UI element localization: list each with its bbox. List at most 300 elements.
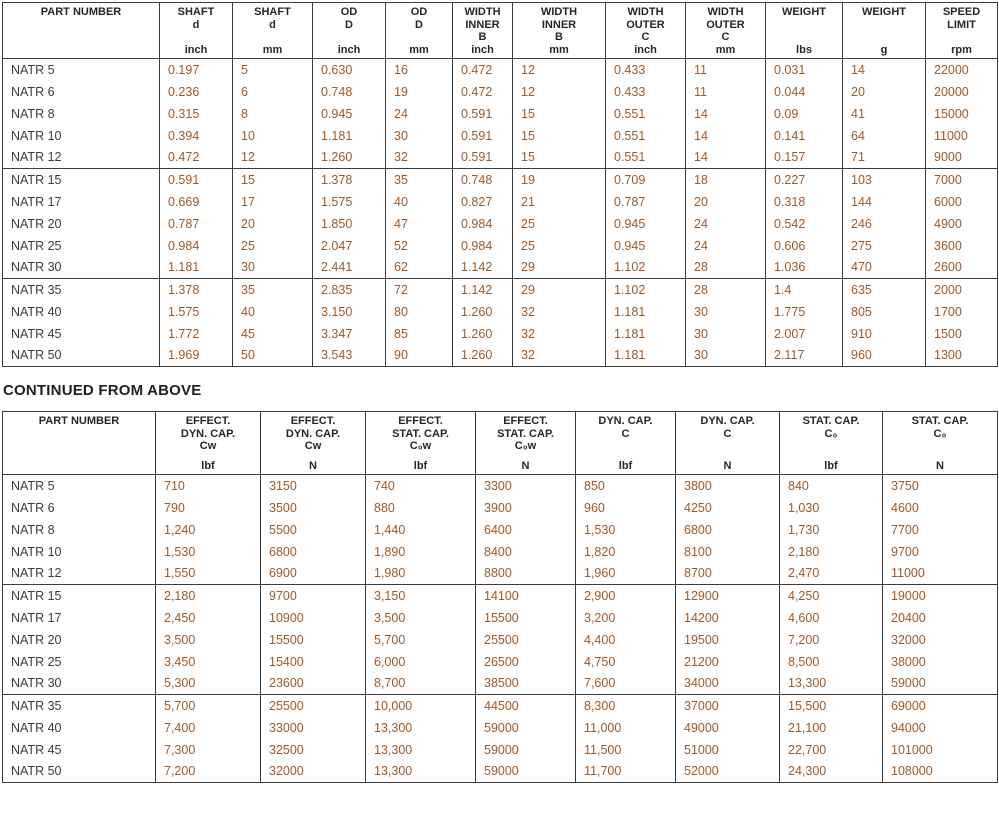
row-group	[3, 169, 998, 279]
value-cell: 1.036	[766, 257, 843, 279]
table-row	[3, 475, 998, 497]
value-cell: 24	[686, 213, 766, 235]
value-cell: 246	[843, 213, 926, 235]
value-cell: 0.945	[606, 235, 686, 257]
value-cell: 3,150	[366, 585, 476, 607]
value-cell: 3500	[261, 497, 366, 519]
column-header	[843, 3, 926, 59]
value-cell: 14100	[476, 585, 576, 607]
value-cell: 15	[513, 103, 606, 125]
value-cell: 1.969	[160, 345, 233, 367]
column-title: STAT. CAP. C₀	[802, 415, 860, 440]
value-cell: 11000	[926, 125, 998, 147]
column-header	[883, 412, 998, 475]
header-row	[3, 3, 998, 59]
value-cell: 6800	[261, 541, 366, 563]
column-unit: inch	[471, 44, 494, 56]
row-group	[3, 695, 998, 783]
value-cell: 470	[843, 257, 926, 279]
column-header	[766, 3, 843, 59]
column-header	[576, 412, 676, 475]
column-header	[926, 3, 998, 59]
value-cell: 24,300	[780, 761, 883, 783]
value-cell: 19500	[676, 629, 780, 651]
value-cell: 3300	[476, 475, 576, 497]
value-cell: 1.181	[606, 345, 686, 367]
part-number-cell: NATR 8	[3, 519, 156, 541]
value-cell: 2.007	[766, 323, 843, 345]
part-number-cell: NATR 40	[3, 717, 156, 739]
value-cell: 14200	[676, 607, 780, 629]
value-cell: 20	[843, 81, 926, 103]
value-cell: 34000	[676, 673, 780, 695]
value-cell: 16	[386, 59, 453, 81]
value-cell: 6800	[676, 519, 780, 541]
value-cell: 1.181	[160, 257, 233, 279]
continued-heading: CONTINUED FROM ABOVE	[3, 382, 202, 399]
value-cell: 2,180	[156, 585, 261, 607]
value-cell: 4250	[676, 497, 780, 519]
value-cell: 10,000	[366, 695, 476, 717]
value-cell: 9000	[926, 147, 998, 169]
column-unit: lbs	[796, 44, 812, 56]
value-cell: 28	[686, 257, 766, 279]
header-row	[3, 412, 998, 475]
column-unit: inch	[634, 44, 657, 56]
value-cell: 0.984	[453, 213, 513, 235]
part-number-cell: NATR 30	[3, 673, 156, 695]
column-header	[676, 412, 780, 475]
column-title: WIDTH INNER B	[540, 6, 578, 43]
value-cell: 24	[686, 235, 766, 257]
value-cell: 15500	[476, 607, 576, 629]
column-unit: N	[723, 460, 732, 472]
table-row	[3, 345, 998, 367]
value-cell: 1300	[926, 345, 998, 367]
part-number-cell: NATR 6	[3, 497, 156, 519]
value-cell: 12	[513, 81, 606, 103]
value-cell: 0.542	[766, 213, 843, 235]
value-cell: 0.630	[313, 59, 386, 81]
value-cell: 101000	[883, 739, 998, 761]
value-cell: 0.472	[160, 147, 233, 169]
value-cell: 29	[513, 257, 606, 279]
dimensions-table-container	[2, 2, 997, 367]
column-unit: N	[936, 460, 944, 472]
table-row	[3, 257, 998, 279]
column-header	[313, 3, 386, 59]
column-unit: mm	[409, 44, 429, 56]
value-cell: 1,530	[156, 541, 261, 563]
part-number-cell: NATR 5	[3, 475, 156, 497]
column-unit	[5, 460, 153, 472]
value-cell: 40	[386, 191, 453, 213]
value-cell: 1,960	[576, 563, 676, 585]
value-cell: 30	[686, 345, 766, 367]
table-row	[3, 585, 998, 607]
column-header	[160, 3, 233, 59]
column-title: DYN. CAP. C	[598, 415, 653, 440]
value-cell: 3,450	[156, 651, 261, 673]
value-cell: 8800	[476, 563, 576, 585]
value-cell: 13,300	[780, 673, 883, 695]
value-cell: 1.378	[160, 279, 233, 301]
value-cell: 51000	[676, 739, 780, 761]
table-row	[3, 563, 998, 585]
value-cell: 25500	[476, 629, 576, 651]
part-number-cell: NATR 17	[3, 191, 160, 213]
part-number-cell: NATR 12	[3, 563, 156, 585]
value-cell: 1500	[926, 323, 998, 345]
column-header	[780, 412, 883, 475]
part-number-cell: NATR 40	[3, 301, 160, 323]
column-header	[386, 3, 453, 59]
value-cell: 14	[686, 125, 766, 147]
value-cell: 14	[686, 147, 766, 169]
value-cell: 52000	[676, 761, 780, 783]
value-cell: 25500	[261, 695, 366, 717]
value-cell: 22000	[926, 59, 998, 81]
value-cell: 10	[233, 125, 313, 147]
value-cell: 15400	[261, 651, 366, 673]
value-cell: 90	[386, 345, 453, 367]
value-cell: 26500	[476, 651, 576, 673]
value-cell: 0.157	[766, 147, 843, 169]
value-cell: 6000	[926, 191, 998, 213]
column-header	[156, 412, 261, 475]
value-cell: 9700	[883, 541, 998, 563]
value-cell: 14	[843, 59, 926, 81]
table-row	[3, 673, 998, 695]
column-title: SHAFT d	[177, 6, 215, 31]
value-cell: 7,200	[780, 629, 883, 651]
table-row	[3, 651, 998, 673]
value-cell: 20	[686, 191, 766, 213]
value-cell: 21,100	[780, 717, 883, 739]
value-cell: 0.551	[606, 125, 686, 147]
value-cell: 25	[233, 235, 313, 257]
value-cell: 32500	[261, 739, 366, 761]
value-cell: 0.551	[606, 147, 686, 169]
value-cell: 7,300	[156, 739, 261, 761]
part-number-cell: NATR 12	[3, 147, 160, 169]
value-cell: 1.575	[313, 191, 386, 213]
value-cell: 8,700	[366, 673, 476, 695]
value-cell: 8	[233, 103, 313, 125]
value-cell: 1.378	[313, 169, 386, 191]
value-cell: 790	[156, 497, 261, 519]
value-cell: 12	[513, 59, 606, 81]
column-header	[513, 3, 606, 59]
value-cell: 32000	[261, 761, 366, 783]
value-cell: 2.835	[313, 279, 386, 301]
part-number-cell: NATR 10	[3, 125, 160, 147]
column-title: OD D	[340, 6, 358, 31]
value-cell: 2,450	[156, 607, 261, 629]
value-cell: 1,240	[156, 519, 261, 541]
column-unit: inch	[184, 44, 208, 56]
column-unit: g	[880, 44, 888, 56]
value-cell: 22,700	[780, 739, 883, 761]
value-cell: 1,550	[156, 563, 261, 585]
part-number-cell: NATR 15	[3, 585, 156, 607]
table-row	[3, 147, 998, 169]
value-cell: 44500	[476, 695, 576, 717]
value-cell: 3150	[261, 475, 366, 497]
value-cell: 59000	[476, 739, 576, 761]
table-row	[3, 103, 998, 125]
column-unit: lbf	[618, 460, 633, 472]
table-row	[3, 519, 998, 541]
column-unit: lbf	[824, 460, 838, 472]
value-cell: 7000	[926, 169, 998, 191]
column-title: OD D	[410, 6, 428, 31]
column-unit: rpm	[951, 44, 972, 56]
value-cell: 0.748	[313, 81, 386, 103]
value-cell: 1.102	[606, 257, 686, 279]
value-cell: 12900	[676, 585, 780, 607]
value-cell: 40	[233, 301, 313, 323]
value-cell: 19	[386, 81, 453, 103]
value-cell: 32	[386, 147, 453, 169]
value-cell: 0.591	[453, 103, 513, 125]
column-title: SPEED LIMIT	[942, 6, 981, 31]
part-number-cell: NATR 45	[3, 739, 156, 761]
value-cell: 2.117	[766, 345, 843, 367]
value-cell: 3,500	[156, 629, 261, 651]
column-title: WIDTH OUTER C	[626, 6, 665, 43]
column-unit: inch	[337, 44, 361, 56]
column-unit: lbf	[413, 460, 428, 472]
value-cell: 15	[233, 169, 313, 191]
part-number-cell: NATR 25	[3, 235, 160, 257]
value-cell: 30	[686, 323, 766, 345]
table-row	[3, 235, 998, 257]
table-row	[3, 607, 998, 629]
value-cell: 59000	[883, 673, 998, 695]
value-cell: 20400	[883, 607, 998, 629]
value-cell: 64	[843, 125, 926, 147]
value-cell: 1.142	[453, 279, 513, 301]
value-cell: 30	[386, 125, 453, 147]
value-cell: 30	[233, 257, 313, 279]
value-cell: 35	[233, 279, 313, 301]
value-cell: 3750	[883, 475, 998, 497]
value-cell: 32	[513, 323, 606, 345]
column-title: WIDTH INNER B	[464, 6, 501, 43]
value-cell: 32	[513, 301, 606, 323]
part-number-cell: NATR 25	[3, 651, 156, 673]
part-number-cell: NATR 6	[3, 81, 160, 103]
value-cell: 0.472	[453, 81, 513, 103]
value-cell: 2,180	[780, 541, 883, 563]
value-cell: 15,500	[780, 695, 883, 717]
value-cell: 4900	[926, 213, 998, 235]
table-row	[3, 301, 998, 323]
value-cell: 38500	[476, 673, 576, 695]
capacity-table-container	[2, 411, 997, 783]
value-cell: 62	[386, 257, 453, 279]
value-cell: 72	[386, 279, 453, 301]
value-cell: 29	[513, 279, 606, 301]
value-cell: 47	[386, 213, 453, 235]
value-cell: 0.827	[453, 191, 513, 213]
value-cell: 0.227	[766, 169, 843, 191]
value-cell: 3.347	[313, 323, 386, 345]
value-cell: 103	[843, 169, 926, 191]
value-cell: 0.472	[453, 59, 513, 81]
column-unit: N	[309, 460, 317, 472]
value-cell: 1,530	[576, 519, 676, 541]
value-cell: 19000	[883, 585, 998, 607]
value-cell: 0.315	[160, 103, 233, 125]
part-number-cell: NATR 8	[3, 103, 160, 125]
value-cell: 1.181	[313, 125, 386, 147]
part-number-cell: NATR 10	[3, 541, 156, 563]
value-cell: 2000	[926, 279, 998, 301]
capacity-table	[2, 411, 998, 783]
row-group	[3, 59, 998, 169]
value-cell: 3.543	[313, 345, 386, 367]
value-cell: 9700	[261, 585, 366, 607]
table-row	[3, 81, 998, 103]
value-cell: 2.047	[313, 235, 386, 257]
column-title: WEIGHT	[862, 6, 906, 18]
column-header	[606, 3, 686, 59]
column-title: WEIGHT	[782, 6, 826, 18]
value-cell: 0.433	[606, 59, 686, 81]
value-cell: 0.044	[766, 81, 843, 103]
column-unit	[5, 44, 157, 56]
value-cell: 4,600	[780, 607, 883, 629]
value-cell: 80	[386, 301, 453, 323]
value-cell: 11,500	[576, 739, 676, 761]
value-cell: 960	[576, 497, 676, 519]
value-cell: 33000	[261, 717, 366, 739]
value-cell: 3,500	[366, 607, 476, 629]
value-cell: 1,820	[576, 541, 676, 563]
value-cell: 8400	[476, 541, 576, 563]
row-group	[3, 585, 998, 695]
value-cell: 0.433	[606, 81, 686, 103]
value-cell: 25	[513, 235, 606, 257]
value-cell: 0.09	[766, 103, 843, 125]
value-cell: 30	[686, 301, 766, 323]
value-cell: 94000	[883, 717, 998, 739]
row-group	[3, 279, 998, 367]
table-row	[3, 191, 998, 213]
value-cell: 0.551	[606, 103, 686, 125]
value-cell: 0.669	[160, 191, 233, 213]
value-cell: 1,730	[780, 519, 883, 541]
table-row	[3, 695, 998, 717]
value-cell: 0.945	[606, 213, 686, 235]
value-cell: 37000	[676, 695, 780, 717]
value-cell: 13,300	[366, 761, 476, 783]
column-header	[686, 3, 766, 59]
value-cell: 1700	[926, 301, 998, 323]
value-cell: 21	[513, 191, 606, 213]
value-cell: 910	[843, 323, 926, 345]
column-header	[453, 3, 513, 59]
value-cell: 1.260	[453, 323, 513, 345]
value-cell: 8,300	[576, 695, 676, 717]
value-cell: 1,980	[366, 563, 476, 585]
value-cell: 52	[386, 235, 453, 257]
value-cell: 71	[843, 147, 926, 169]
value-cell: 4,250	[780, 585, 883, 607]
value-cell: 0.787	[160, 213, 233, 235]
value-cell: 2,470	[780, 563, 883, 585]
value-cell: 740	[366, 475, 476, 497]
value-cell: 1.181	[606, 323, 686, 345]
part-number-cell: NATR 17	[3, 607, 156, 629]
value-cell: 0.197	[160, 59, 233, 81]
part-number-cell: NATR 45	[3, 323, 160, 345]
value-cell: 0.709	[606, 169, 686, 191]
value-cell: 17	[233, 191, 313, 213]
value-cell: 1.775	[766, 301, 843, 323]
column-title: EFFECT. STAT. CAP. C₀w	[497, 415, 554, 452]
value-cell: 15	[513, 147, 606, 169]
value-cell: 6900	[261, 563, 366, 585]
column-title: DYN. CAP. C	[700, 415, 755, 440]
table-row	[3, 213, 998, 235]
value-cell: 0.591	[453, 125, 513, 147]
column-unit: mm	[715, 44, 736, 56]
value-cell: 710	[156, 475, 261, 497]
column-header	[476, 412, 576, 475]
value-cell: 1,030	[780, 497, 883, 519]
value-cell: 0.031	[766, 59, 843, 81]
value-cell: 5	[233, 59, 313, 81]
table-row	[3, 739, 998, 761]
value-cell: 38000	[883, 651, 998, 673]
column-header	[233, 3, 313, 59]
dimensions-table	[2, 2, 998, 367]
value-cell: 2.441	[313, 257, 386, 279]
value-cell: 5,300	[156, 673, 261, 695]
value-cell: 0.984	[160, 235, 233, 257]
value-cell: 15500	[261, 629, 366, 651]
part-number-cell: NATR 20	[3, 629, 156, 651]
value-cell: 8100	[676, 541, 780, 563]
value-cell: 635	[843, 279, 926, 301]
column-title: WIDTH OUTER C	[706, 6, 745, 43]
value-cell: 7,400	[156, 717, 261, 739]
value-cell: 3.150	[313, 301, 386, 323]
column-title: PART NUMBER	[40, 6, 122, 18]
column-unit: mm	[262, 44, 283, 56]
value-cell: 840	[780, 475, 883, 497]
value-cell: 0.606	[766, 235, 843, 257]
value-cell: 10900	[261, 607, 366, 629]
value-cell: 11	[686, 81, 766, 103]
column-title: EFFECT. STAT. CAP. C₀w	[392, 415, 449, 452]
part-number-cell: NATR 50	[3, 761, 156, 783]
part-number-cell: NATR 15	[3, 169, 160, 191]
value-cell: 3,200	[576, 607, 676, 629]
value-cell: 8700	[676, 563, 780, 585]
value-cell: 805	[843, 301, 926, 323]
column-header	[261, 412, 366, 475]
value-cell: 1.142	[453, 257, 513, 279]
value-cell: 5,700	[366, 629, 476, 651]
column-unit: N	[521, 460, 530, 472]
value-cell: 85	[386, 323, 453, 345]
column-header	[3, 412, 156, 475]
value-cell: 7700	[883, 519, 998, 541]
